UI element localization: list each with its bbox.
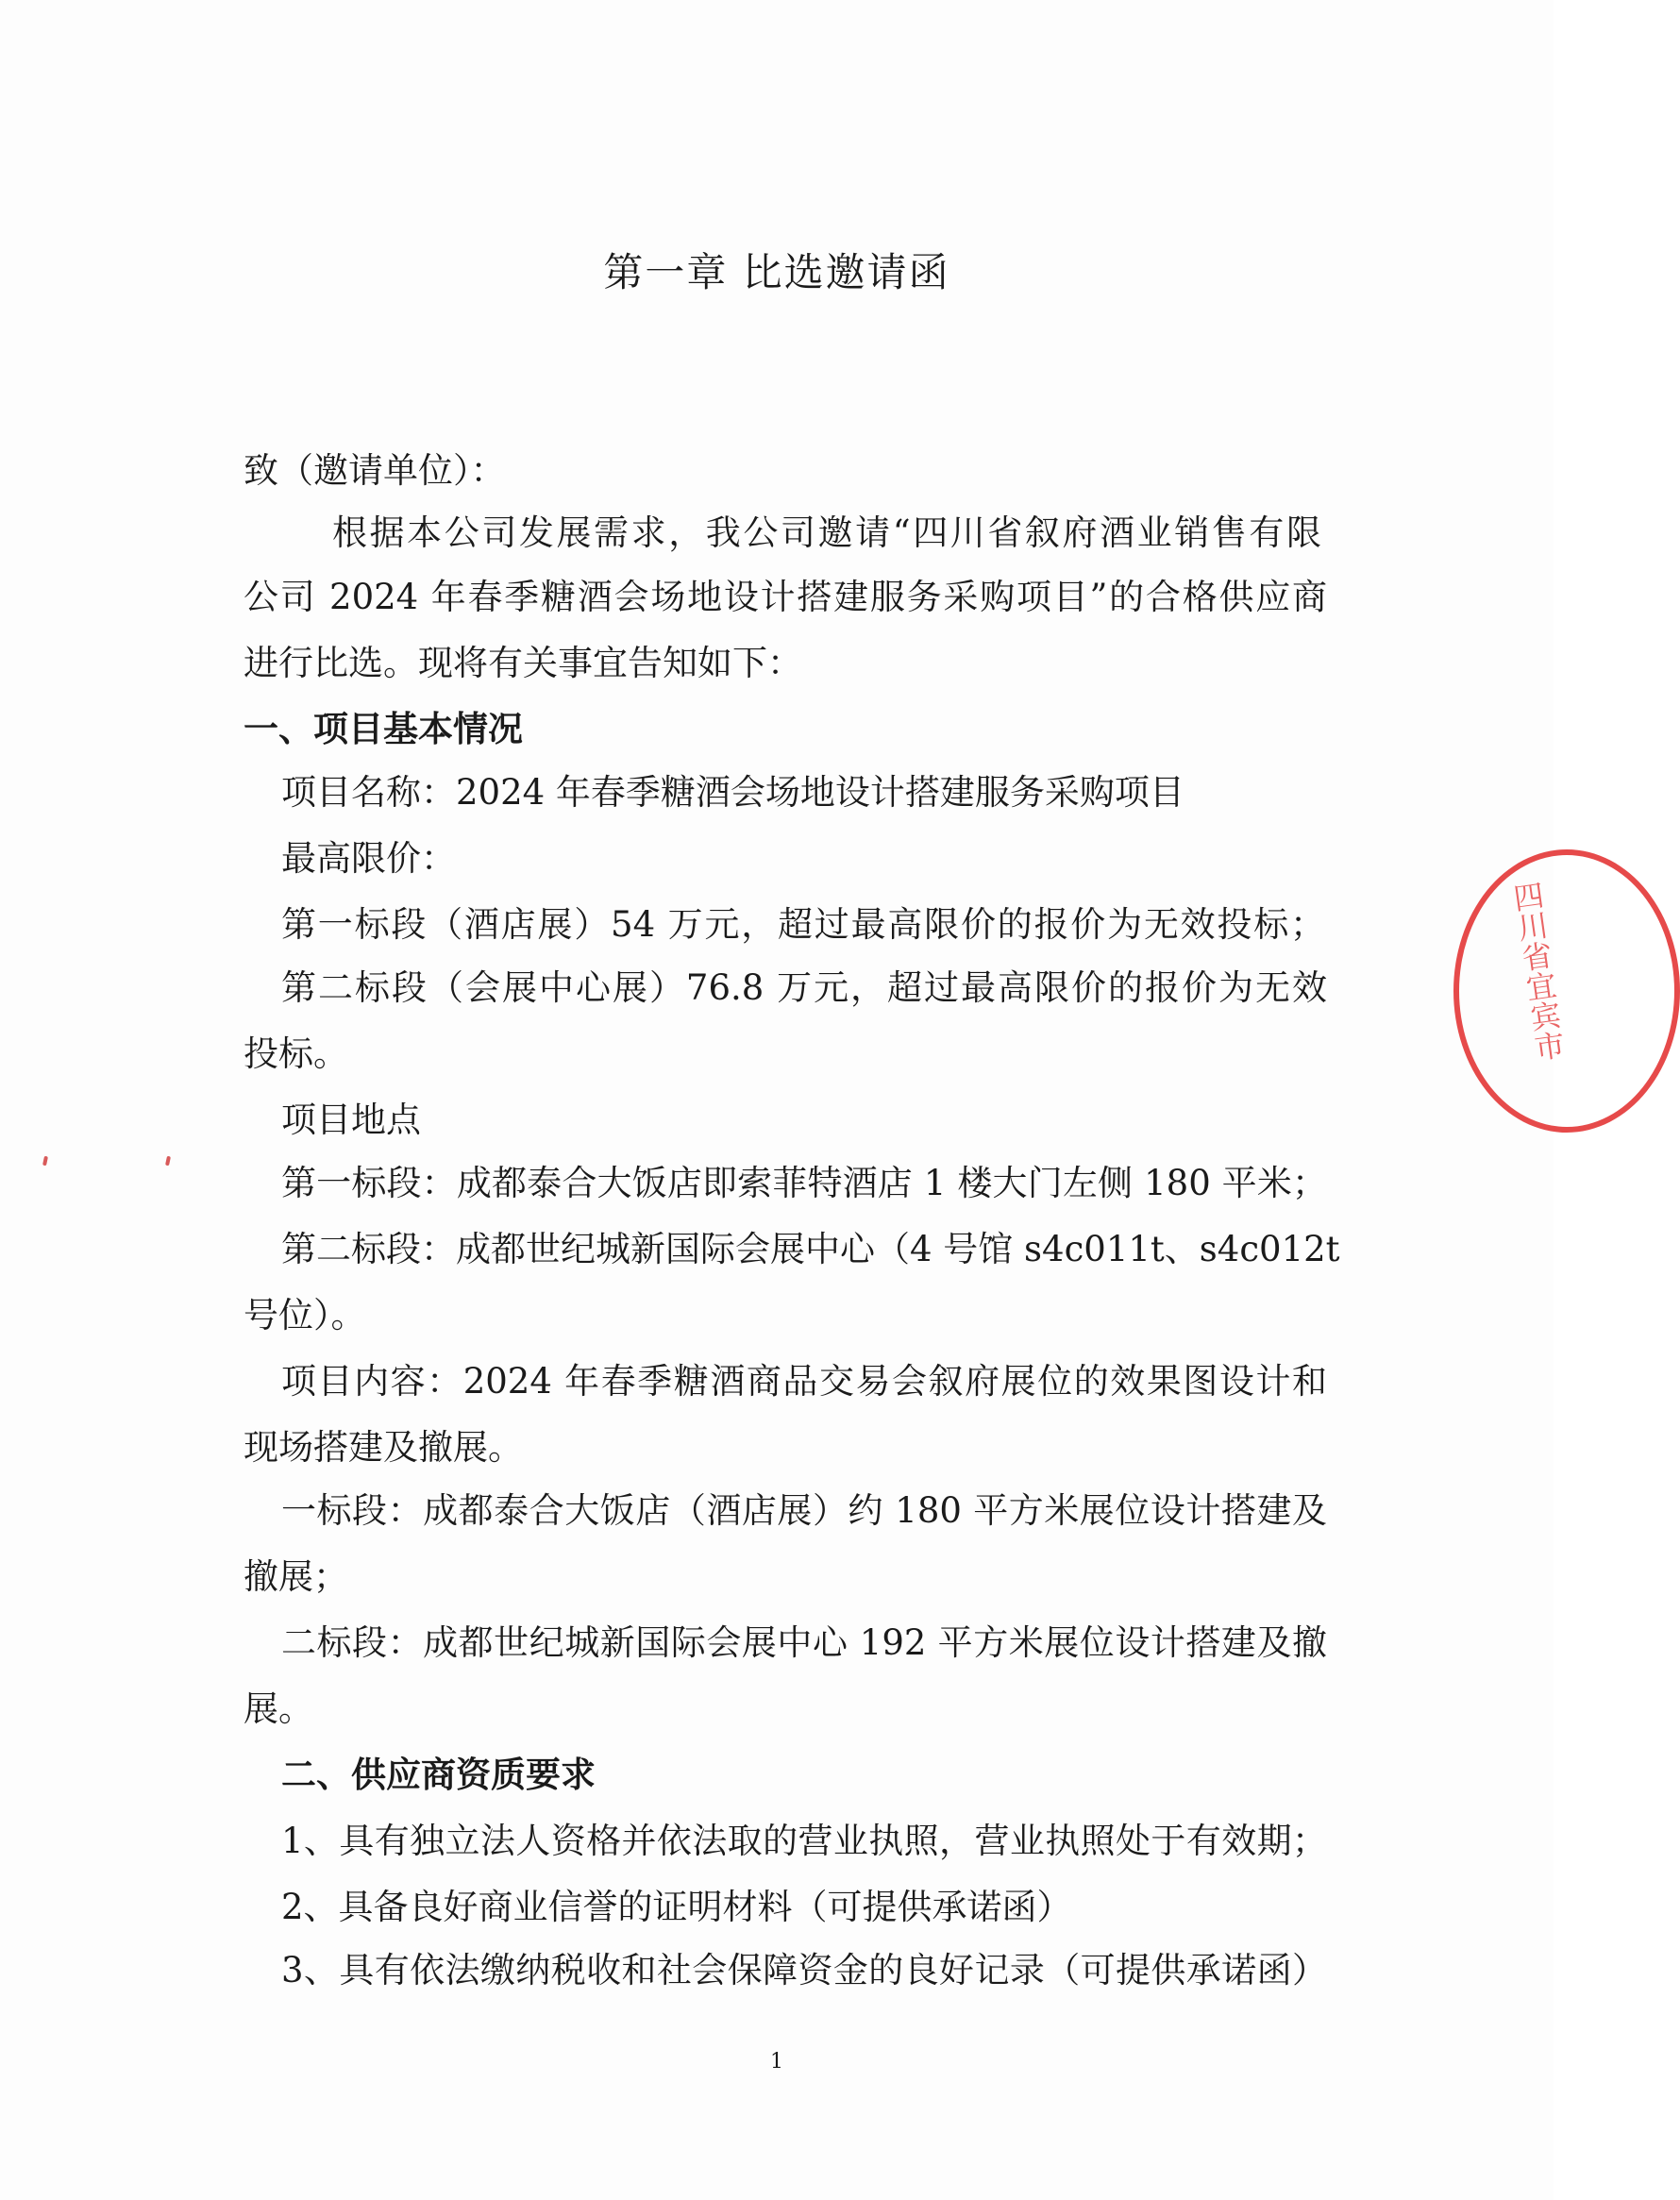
project-name-line: 项目名称：2024 年春季糖酒会场地设计搭建服务采购项目	[281, 772, 1184, 813]
max-price-label: 最高限价：	[281, 838, 456, 879]
intro-line-2: 公司 2024 年春季糖酒会场地设计搭建服务采购项目”的合格供应商	[244, 577, 1327, 617]
lot2-price-line: 第二标段（会展中心展）76.8 万元，超过最高限价的报价为无效	[281, 967, 1327, 1008]
qualification-1: 1、具有独立法人资格并依法取的营业执照，营业执照处于有效期；	[281, 1821, 1327, 1861]
project-content-line-cont: 现场搭建及撤展。	[244, 1427, 523, 1468]
scan-mark-right	[165, 1156, 171, 1167]
lot2-location-line-cont: 号位）。	[244, 1295, 366, 1335]
document-title: 第一章 比选邀请函	[603, 249, 950, 295]
lot1-price-line: 第一标段（酒店展）54 万元，超过最高限价的报价为无效投标；	[281, 904, 1325, 945]
lot2-price-line-cont: 投标。	[244, 1033, 348, 1074]
company-seal-stamp	[1453, 849, 1680, 1133]
lot1-location-line: 第一标段：成都泰合大饭店即索菲特酒店 1 楼大门左侧 180 平米；	[281, 1163, 1327, 1203]
lot2-location-line: 第二标段：成都世纪城新国际会展中心（4 号馆 s4c011t、s4c012t	[281, 1229, 1340, 1269]
section-heading-1: 一、项目基本情况	[244, 709, 523, 749]
project-location-label: 项目地点	[281, 1100, 421, 1140]
lot1-content-line: 一标段：成都泰合大饭店（酒店展）约 180 平方米展位设计搭建及	[281, 1490, 1327, 1531]
qualification-2: 2、具备良好商业信誉的证明材料（可提供承诺函）	[281, 1887, 1072, 1927]
scan-mark-left	[42, 1156, 48, 1167]
salutation: 致（邀请单位）：	[244, 450, 506, 491]
intro-line-1: 根据本公司发展需求，我公司邀请“四川省叙府酒业销售有限	[332, 512, 1321, 553]
section-heading-2: 二、供应商资质要求	[281, 1755, 596, 1795]
qualification-3: 3、具有依法缴纳税收和社会保障资金的良好记录（可提供承诺函）	[281, 1950, 1327, 1990]
lot1-content-line-cont: 撤展；	[244, 1556, 348, 1597]
page-number: 1	[770, 2050, 783, 2074]
intro-line-3: 进行比选。现将有关事宜告知如下：	[244, 643, 802, 683]
project-content-line: 项目内容：2024 年春季糖酒商品交易会叙府展位的效果图设计和	[281, 1361, 1327, 1402]
lot2-content-line: 二标段：成都世纪城新国际会展中心 192 平方米展位设计搭建及撤	[281, 1622, 1327, 1663]
seal-text: 四川省宜宾市	[1506, 879, 1569, 1064]
lot2-content-line-cont: 展。	[244, 1688, 313, 1729]
